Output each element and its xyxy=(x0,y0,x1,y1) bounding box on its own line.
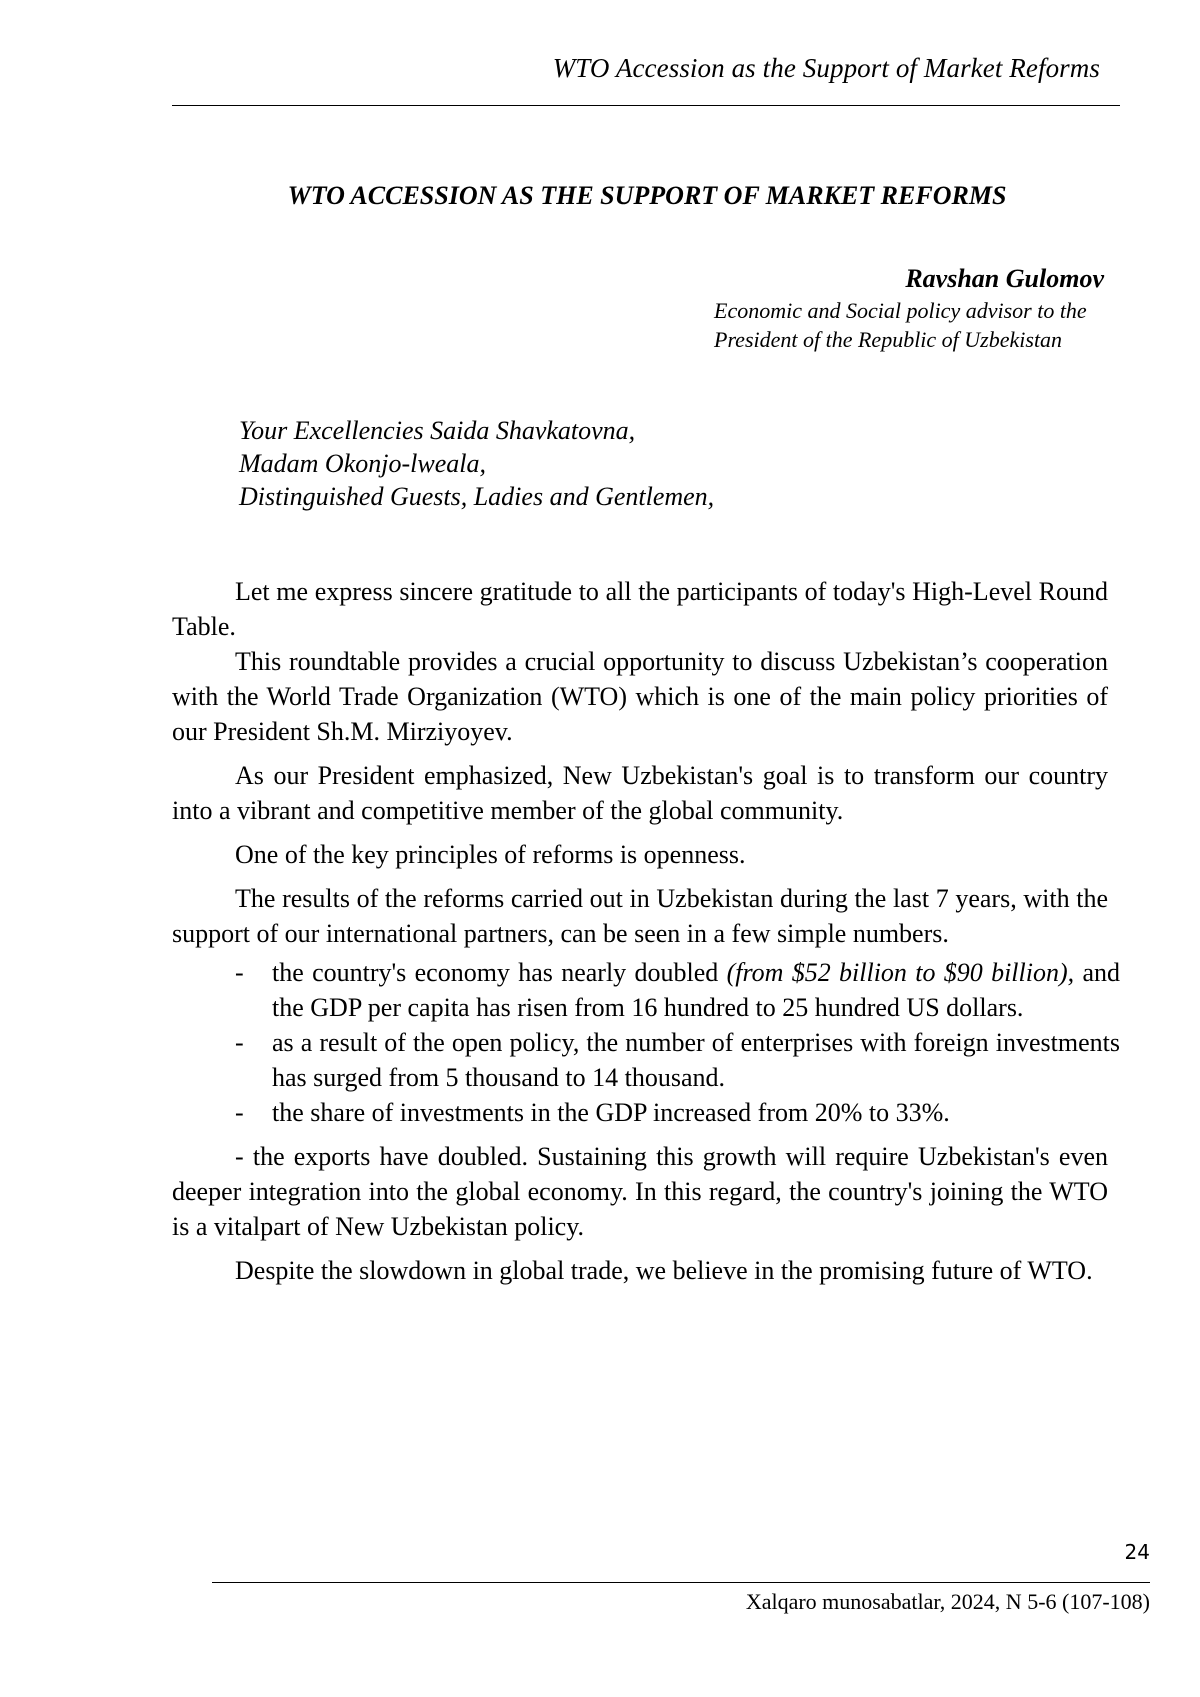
paragraph-conclusion: Despite the slowdown in global trade, we believe in the promising future of WTO. xyxy=(235,1256,1093,1285)
page-number: 24 xyxy=(1124,1540,1150,1564)
paragraph-exports-text: the exports have doubled. Sustaining this growth will require Uzbekistan's even deeper integration into the global economy. In this regard, the country's joining the WTO is a vitalpart of New Uzbekistan policy. xyxy=(172,1142,1109,1241)
list-dash: - xyxy=(235,1098,244,1127)
list-item-economy-text-start: the country's economy has nearly doubled xyxy=(272,958,727,987)
footer-rule xyxy=(212,1582,1150,1583)
paragraph-president-goal: As our President emphasized, New Uzbekistan's goal is to transform our country into a vibrant and competitive member of the global community. xyxy=(172,761,1108,825)
paragraph-gratitude: Let me express sincere gratitude to all the participants of today's High-Level Round Table. xyxy=(172,577,1108,641)
affiliation-line-1: Economic and Social policy advisor to the xyxy=(714,298,1087,323)
list-item-investments-text: the share of investments in the GDP increased from 20% to 33%. xyxy=(272,1098,950,1127)
running-header-title: WTO Accession as the Support of Market Reforms xyxy=(552,53,1100,83)
paragraph-results: The results of the reforms carried out in Uzbekistan during the last 7 years, with the support of our international partners, can be seen in a few simple numbers. xyxy=(172,884,1108,948)
results-list xyxy=(172,955,1120,1130)
list-item-enterprises-text: as a result of the open policy, the number of enterprises with foreign investments has surged from 5 thousand to 14 thousand. xyxy=(272,1028,1120,1092)
list-dash: - xyxy=(235,1142,244,1171)
list-item-economy-text-end: and the GDP per capita has risen from 16 hundred to 25 hundred US dollars. xyxy=(272,958,1120,1022)
author-name: Ravshan Gulomov xyxy=(905,264,1104,293)
journal-citation: Xalqaro munosabatlar, 2024, N 5-6 (107-108) xyxy=(745,1589,1150,1614)
paragraph-roundtable: This roundtable provides a crucial opportunity to discuss Uzbekistan’s cooperation with the World Trade Organization (WTO) which is one of the main policy priorities of our President Sh.M. Mirziyoyev. xyxy=(172,647,1108,746)
author-affiliation xyxy=(714,296,1134,354)
article-title: WTO ACCESSION AS THE SUPPORT OF MARKET REFORMS xyxy=(287,181,1007,210)
list-dash: - xyxy=(235,1028,244,1057)
list-item-economy-figures: (from $52 billion to $90 billion), xyxy=(726,958,1075,987)
list-dash: - xyxy=(235,958,244,987)
affiliation-line-2: President of the Republic of Uzbekistan xyxy=(714,327,1063,352)
list-item-enterprises xyxy=(172,1025,1120,1095)
header-rule xyxy=(172,105,1120,106)
salutation-line-1: Your Excellencies Saida Shavkatovna, xyxy=(239,416,636,445)
list-item-investments xyxy=(172,1095,1120,1130)
salutation-line-3: Distinguished Guests, Ladies and Gentlemen, xyxy=(239,482,715,511)
article-body xyxy=(172,574,1120,1288)
salutation-block xyxy=(239,414,939,513)
paragraph-exports xyxy=(172,1139,1108,1244)
list-item-economy xyxy=(172,955,1120,1025)
paragraph-openness: One of the key principles of reforms is openness. xyxy=(235,840,746,869)
salutation-line-2: Madam Okonjo-lweala, xyxy=(239,449,486,478)
